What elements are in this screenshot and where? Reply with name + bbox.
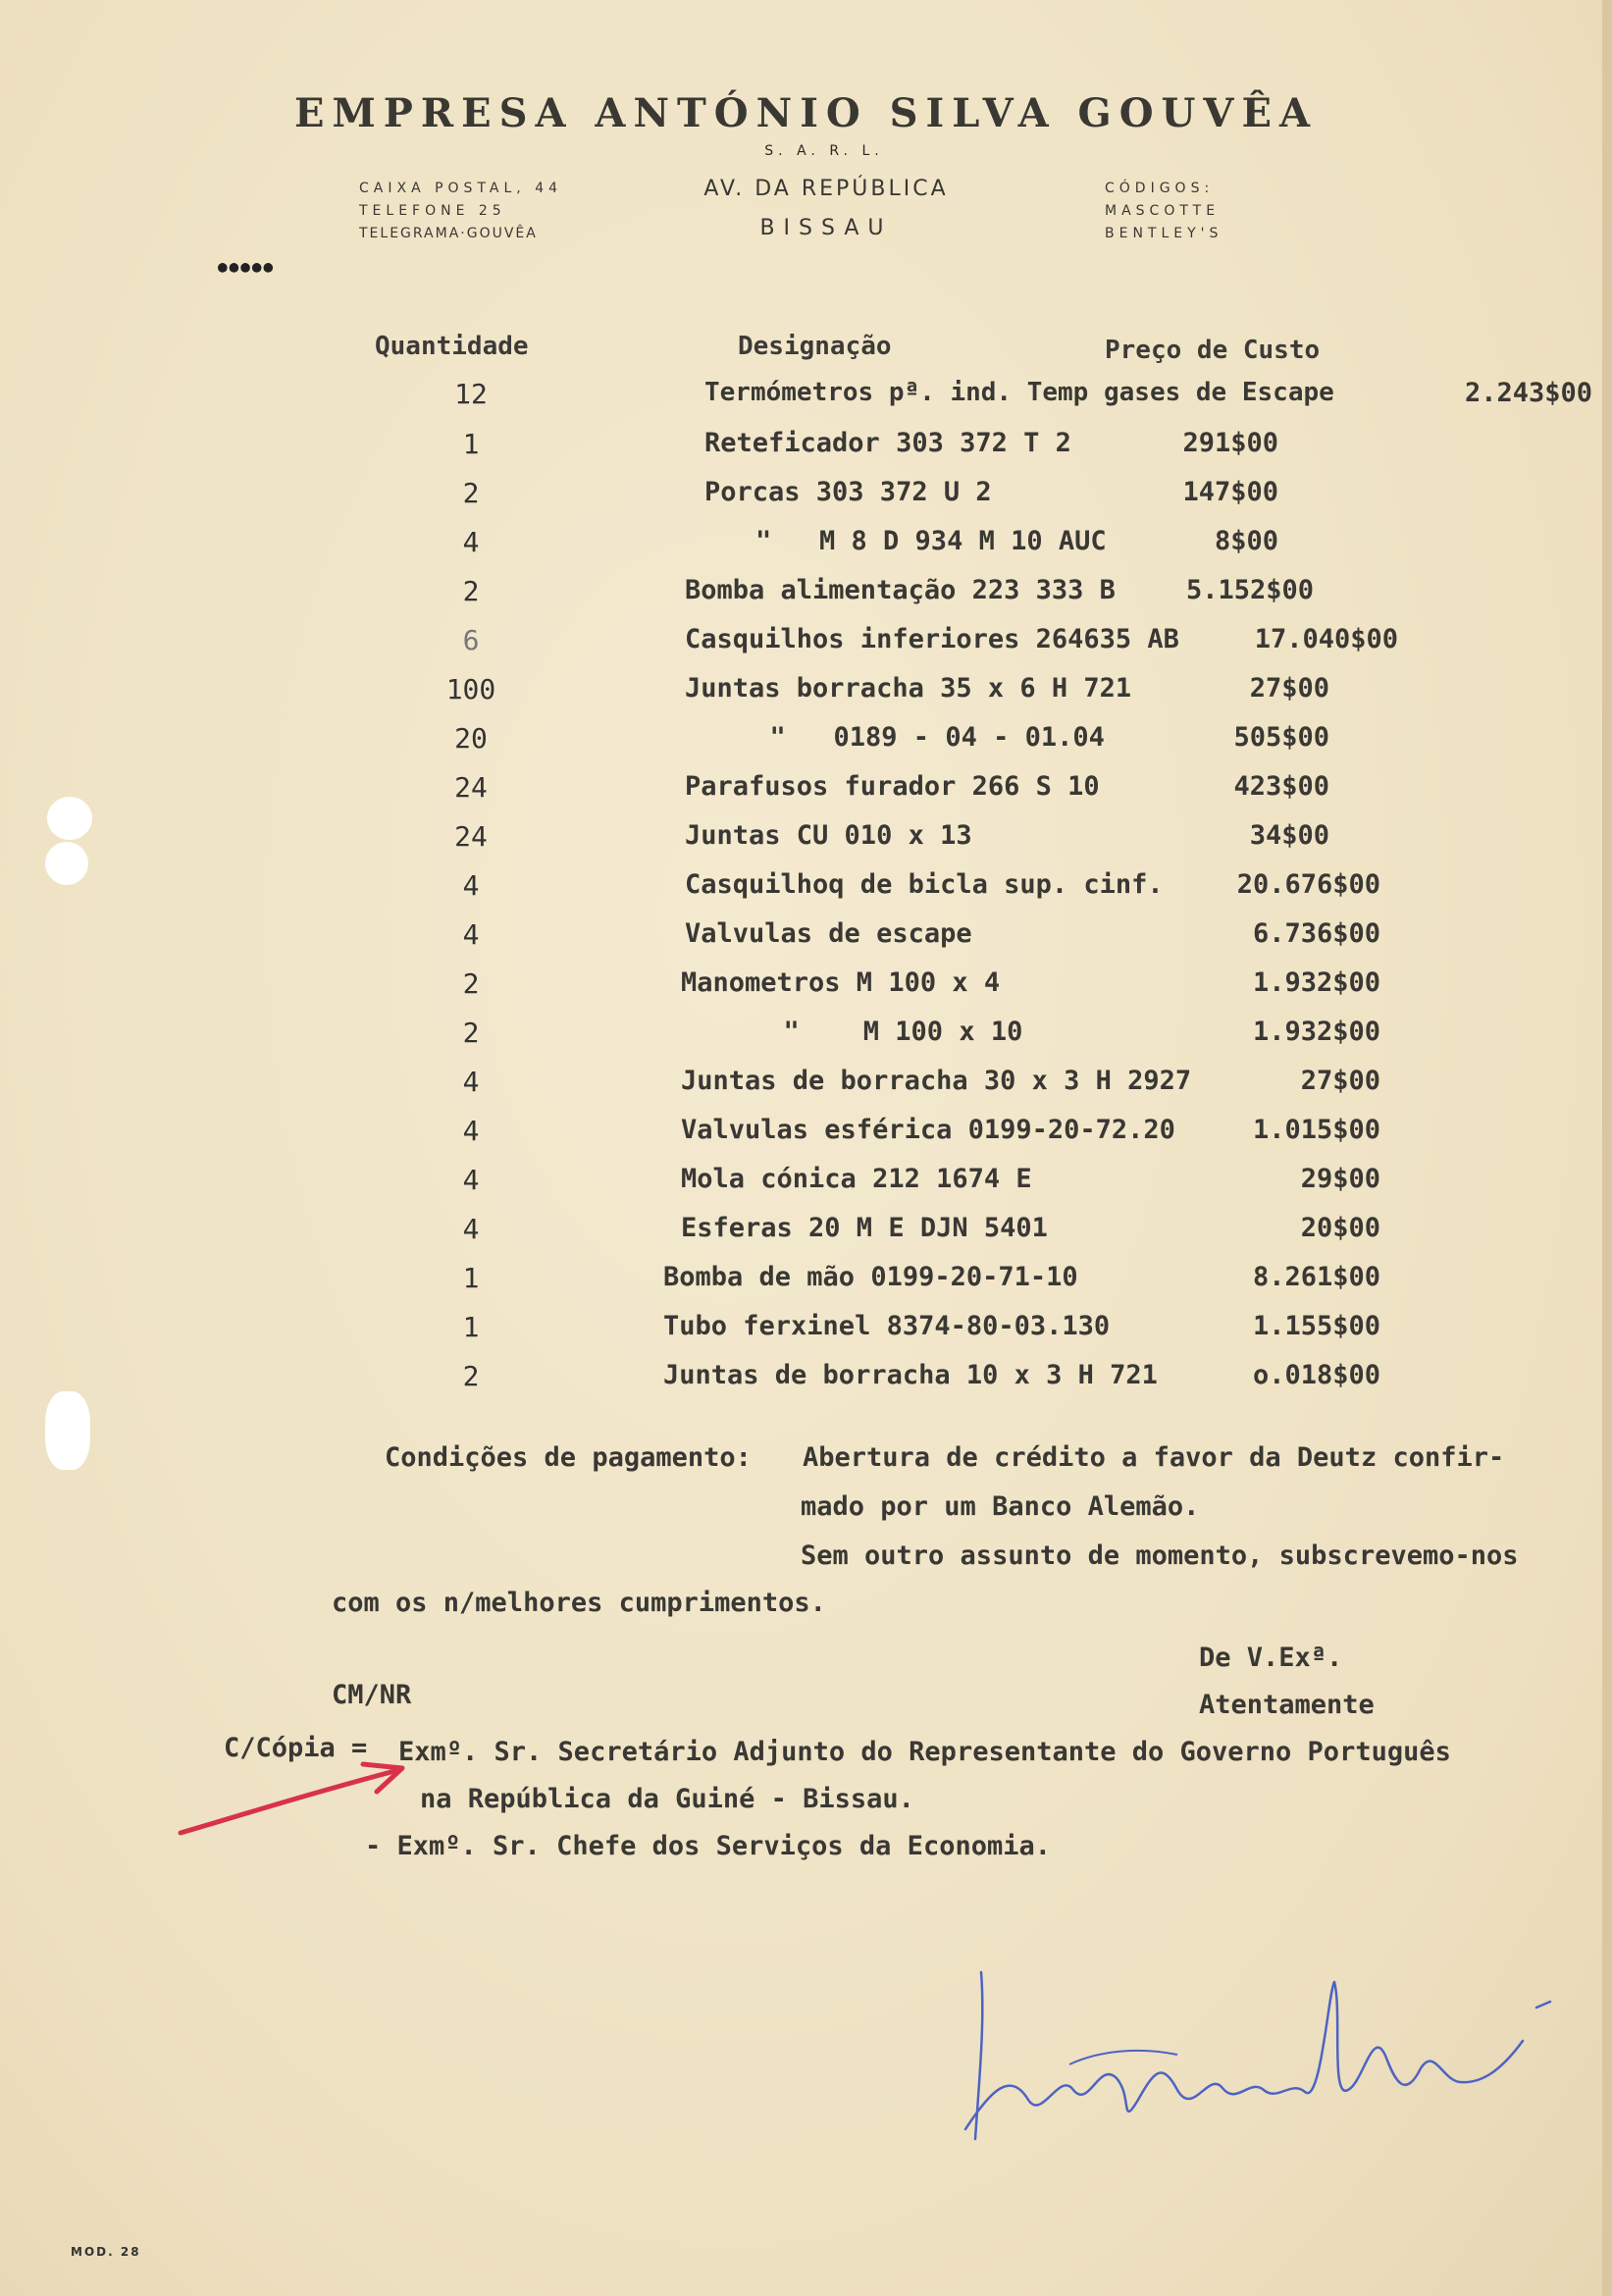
closing-line-1: Sem outro assunto de momento, subscrevemo-nos xyxy=(801,1540,1519,1571)
copy-recipient-1-cont: na República da Guiné - Bissau. xyxy=(420,1784,914,1814)
table-row xyxy=(0,1017,1612,1064)
row-price: 20$00 xyxy=(1300,1213,1380,1243)
row-designation: Bomba de mão 0199-20-71-10 xyxy=(663,1262,1078,1292)
row-price: 2.243$00 xyxy=(1464,378,1592,408)
row-price: 27$00 xyxy=(1300,1066,1380,1096)
table-row xyxy=(0,575,1612,622)
atentamente: Atentamente xyxy=(1199,1690,1375,1720)
row-designation: Mola cónica 212 1674 E xyxy=(681,1164,1032,1194)
row-designation: Esferas 20 M E DJN 5401 xyxy=(681,1213,1048,1243)
table-row xyxy=(0,526,1612,573)
row-designation: Manometros M 100 x 4 xyxy=(681,967,1001,998)
copy-recipient-1: Exmº. Sr. Secretário Adjunto do Representante do Governo Português xyxy=(398,1737,1451,1767)
payment-conditions-line-2: mado por um Banco Alemão. xyxy=(801,1491,1200,1522)
table-row xyxy=(0,722,1612,769)
table-row xyxy=(0,771,1612,818)
table-row xyxy=(0,378,1612,425)
address-street: AV. DA REPÚBLICA xyxy=(703,177,949,201)
row-quantity: 4 xyxy=(462,1115,480,1147)
payment-conditions-label: Condições de pagamento: xyxy=(385,1442,752,1473)
row-price: 6.736$00 xyxy=(1252,918,1380,949)
row-price: 1.932$00 xyxy=(1252,967,1380,998)
row-designation: Juntas de borracha 30 x 3 H 2927 xyxy=(681,1066,1192,1096)
row-price: 27$00 xyxy=(1249,673,1329,704)
table-row xyxy=(0,1360,1612,1407)
postal-box: CAIXA POSTAL, 44 xyxy=(359,181,563,196)
row-quantity: 100 xyxy=(445,673,496,705)
row-quantity: 4 xyxy=(462,1066,480,1098)
table-row xyxy=(0,820,1612,867)
table-row xyxy=(0,1066,1612,1113)
table-row xyxy=(0,869,1612,916)
row-quantity: 1 xyxy=(462,1311,480,1343)
table-row xyxy=(0,1164,1612,1211)
table-row xyxy=(0,428,1612,475)
row-price: 505$00 xyxy=(1233,722,1329,753)
copy-label: C/Cópia = xyxy=(224,1733,368,1763)
row-designation: " M 8 D 934 M 10 AUC xyxy=(755,526,1107,556)
table-row xyxy=(0,967,1612,1015)
row-quantity: 2 xyxy=(462,477,480,509)
row-price: 291$00 xyxy=(1182,428,1278,458)
table-row xyxy=(0,477,1612,524)
row-quantity: 2 xyxy=(462,1017,480,1049)
row-price: 5.152$00 xyxy=(1185,575,1314,605)
table-row xyxy=(0,673,1612,720)
salutation: De V.Exª. xyxy=(1199,1643,1343,1673)
row-price: 17.040$00 xyxy=(1254,624,1398,654)
telegram: TELEGRAMA·GOUVÊA xyxy=(359,226,538,241)
row-price: 34$00 xyxy=(1249,820,1329,851)
address-city: BISSAU xyxy=(759,216,893,240)
row-designation: Reteficador 303 372 T 2 xyxy=(704,428,1071,458)
row-quantity: 2 xyxy=(462,1360,480,1392)
row-quantity: 12 xyxy=(454,378,488,410)
copy-recipient-2: - Exmº. Sr. Chefe dos Serviços da Economia. xyxy=(365,1831,1051,1861)
handwritten-signature xyxy=(952,1953,1580,2178)
row-designation: Juntas de borracha 10 x 3 H 721 xyxy=(663,1360,1158,1390)
table-row xyxy=(0,624,1612,671)
row-price: 29$00 xyxy=(1300,1164,1380,1194)
table-row xyxy=(0,1115,1612,1162)
row-designation: Casquilhoq de bicla sup. cinf. xyxy=(685,869,1164,900)
row-designation: Juntas borracha 35 x 6 H 721 xyxy=(685,673,1132,704)
header-designation: Designação xyxy=(738,332,892,361)
table-row xyxy=(0,918,1612,965)
payment-conditions-line-1: Abertura de crédito a favor da Deutz confir- xyxy=(803,1442,1505,1473)
red-arrow-mark xyxy=(167,1743,422,1851)
reference-initials: CM/NR xyxy=(332,1680,412,1710)
header-cost-price: Preço de Custo xyxy=(1105,336,1321,365)
closing-line-2: com os n/melhores cumprimentos. xyxy=(332,1588,826,1618)
row-quantity: 20 xyxy=(454,722,488,755)
code-bentleys: BENTLEY'S xyxy=(1105,226,1223,241)
row-quantity: 4 xyxy=(462,1164,480,1196)
row-designation: Tubo ferxinel 8374-80-03.130 xyxy=(663,1311,1111,1341)
row-designation: Juntas CU 010 x 13 xyxy=(685,820,972,851)
row-quantity: 4 xyxy=(462,869,480,902)
row-quantity: 6 xyxy=(462,624,480,656)
row-quantity: 1 xyxy=(462,1262,480,1294)
codes-label: CÓDIGOS: xyxy=(1105,181,1215,196)
row-quantity: 1 xyxy=(462,428,480,460)
row-quantity: 24 xyxy=(454,771,488,804)
company-name: EMPRESA ANTÓNIO SILVA GOUVÊA xyxy=(294,90,1318,136)
row-quantity: 24 xyxy=(454,820,488,853)
row-designation: Parafusos furador 266 S 10 xyxy=(685,771,1100,802)
row-designation: Bomba alimentação 223 333 B xyxy=(685,575,1116,605)
row-price: 8.261$00 xyxy=(1252,1262,1380,1292)
company-type: S. A. R. L. xyxy=(764,143,884,159)
code-mascotte: MASCOTTE xyxy=(1105,203,1221,219)
row-price: 1.155$00 xyxy=(1252,1311,1380,1341)
form-code: MOD. 28 xyxy=(71,2245,141,2259)
row-price: 1.015$00 xyxy=(1252,1115,1380,1145)
row-price: 1.932$00 xyxy=(1252,1017,1380,1047)
row-designation: " M 100 x 10 xyxy=(752,1017,1023,1047)
row-quantity: 4 xyxy=(462,526,480,558)
row-price: 8$00 xyxy=(1214,526,1278,556)
row-price: 147$00 xyxy=(1182,477,1278,507)
decorative-dots: ●●●●● xyxy=(218,257,276,276)
row-quantity: 4 xyxy=(462,1213,480,1245)
row-designation: Porcas 303 372 U 2 xyxy=(704,477,992,507)
table-row xyxy=(0,1311,1612,1358)
row-price: o.018$00 xyxy=(1252,1360,1380,1390)
row-designation: Valvulas esférica 0199-20-72.20 xyxy=(681,1115,1175,1145)
table-row xyxy=(0,1262,1612,1309)
header-quantity: Quantidade xyxy=(375,332,529,361)
row-designation: Casquilhos inferiores 264635 AB xyxy=(685,624,1179,654)
table-row xyxy=(0,1213,1612,1260)
row-quantity: 2 xyxy=(462,967,480,1000)
telephone: TELEFONE 25 xyxy=(359,203,506,219)
row-designation: " 0189 - 04 - 01.04 xyxy=(738,722,1105,753)
row-quantity: 2 xyxy=(462,575,480,607)
row-price: 20.676$00 xyxy=(1236,869,1380,900)
row-price: 423$00 xyxy=(1233,771,1329,802)
row-quantity: 4 xyxy=(462,918,480,951)
row-designation: Valvulas de escape xyxy=(685,918,972,949)
row-designation: Termómetros pª. ind. Temp gases de Escape xyxy=(704,378,1334,407)
